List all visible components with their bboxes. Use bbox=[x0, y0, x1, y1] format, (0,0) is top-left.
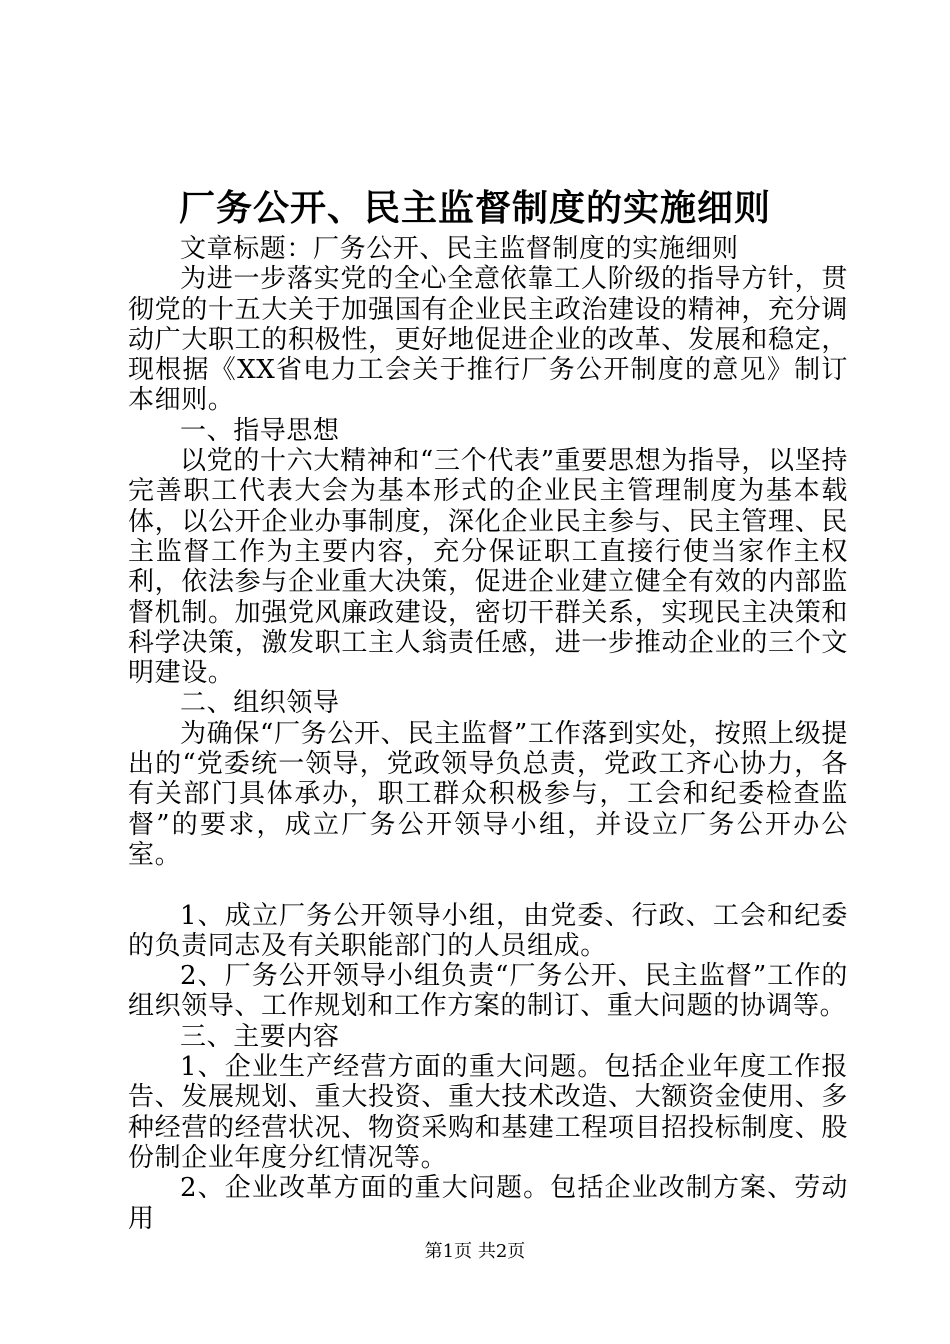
document-body bbox=[128, 234, 848, 1234]
guiding-ideology-paragraph: 以党的十六大精神和“三个代表”重要思想为指导，以坚持完善职工代表大会为基本形式的企业民主管理制度为基本载体，以公开企业办事制度，深化企业民主参与、民主管理、民主监督工作为主要内容，充分保证职工直接行使当家作主权利，依法参与企业重大决策，促进企业建立健全有效的内部监督机制。加强党风廉政建设，密切干群关系，实现民主决策和科学决策，激发职工主人翁责任感，进一步推动企业的三个文明建设。 bbox=[128, 446, 848, 689]
section-heading-organization: 二、组织领导 bbox=[180, 688, 340, 719]
document-title: 厂务公开、民主监督制度的实施细则 bbox=[178, 187, 771, 229]
section-heading-main-content: 三、主要内容 bbox=[180, 1021, 340, 1052]
organization-item-2: 2、厂务公开领导小组负责“厂务公开、民主监督”工作的组织领导、工作规划和工作方案的制订、重大问题的协调等。 bbox=[128, 961, 848, 1022]
main-content-item-2: 2、企业改革方面的重大问题。包括企业改制方案、劳动用 bbox=[128, 1173, 848, 1234]
article-title-line: 文章标题：厂务公开、民主监督制度的实施细则 bbox=[180, 234, 739, 264]
organization-item-1: 1、成立厂务公开领导小组，由党委、行政、工会和纪委的负责同志及有关职能部门的人员组成。 bbox=[128, 900, 848, 961]
section-heading-guiding-ideology: 一、指导思想 bbox=[180, 415, 340, 446]
main-content-item-1: 1、企业生产经营方面的重大问题。包括企业年度工作报告、发展规划、重大投资、重大技术改造、大额资金使用、多种经营的经营状况、物资采购和基建工程项目招投标制度、股份制企业年度分红情况等。 bbox=[128, 1052, 848, 1173]
organization-paragraph: 为确保“厂务公开、民主监督”工作落到实处，按照上级提出的“党委统一领导，党政领导负总责，党政工齐心协力，各有关部门具体承办，职工群众积极参与，工会和纪委检查监督”的要求，成立厂务公开领导小组，并设立厂务公开办公室。 bbox=[128, 718, 848, 870]
intro-paragraph: 为进一步落实党的全心全意依靠工人阶级的指导方针，贯彻党的十五大关于加强国有企业民主政治建设的精神，充分调动广大职工的积极性，更好地促进企业的改革、发展和稳定，现根据《XX省电力工会关于推行厂务公开制度的意见》制订本细则。 bbox=[128, 264, 848, 416]
blank-line bbox=[128, 870, 848, 900]
page-footer: 第1页 共2页 bbox=[424, 1241, 526, 1262]
